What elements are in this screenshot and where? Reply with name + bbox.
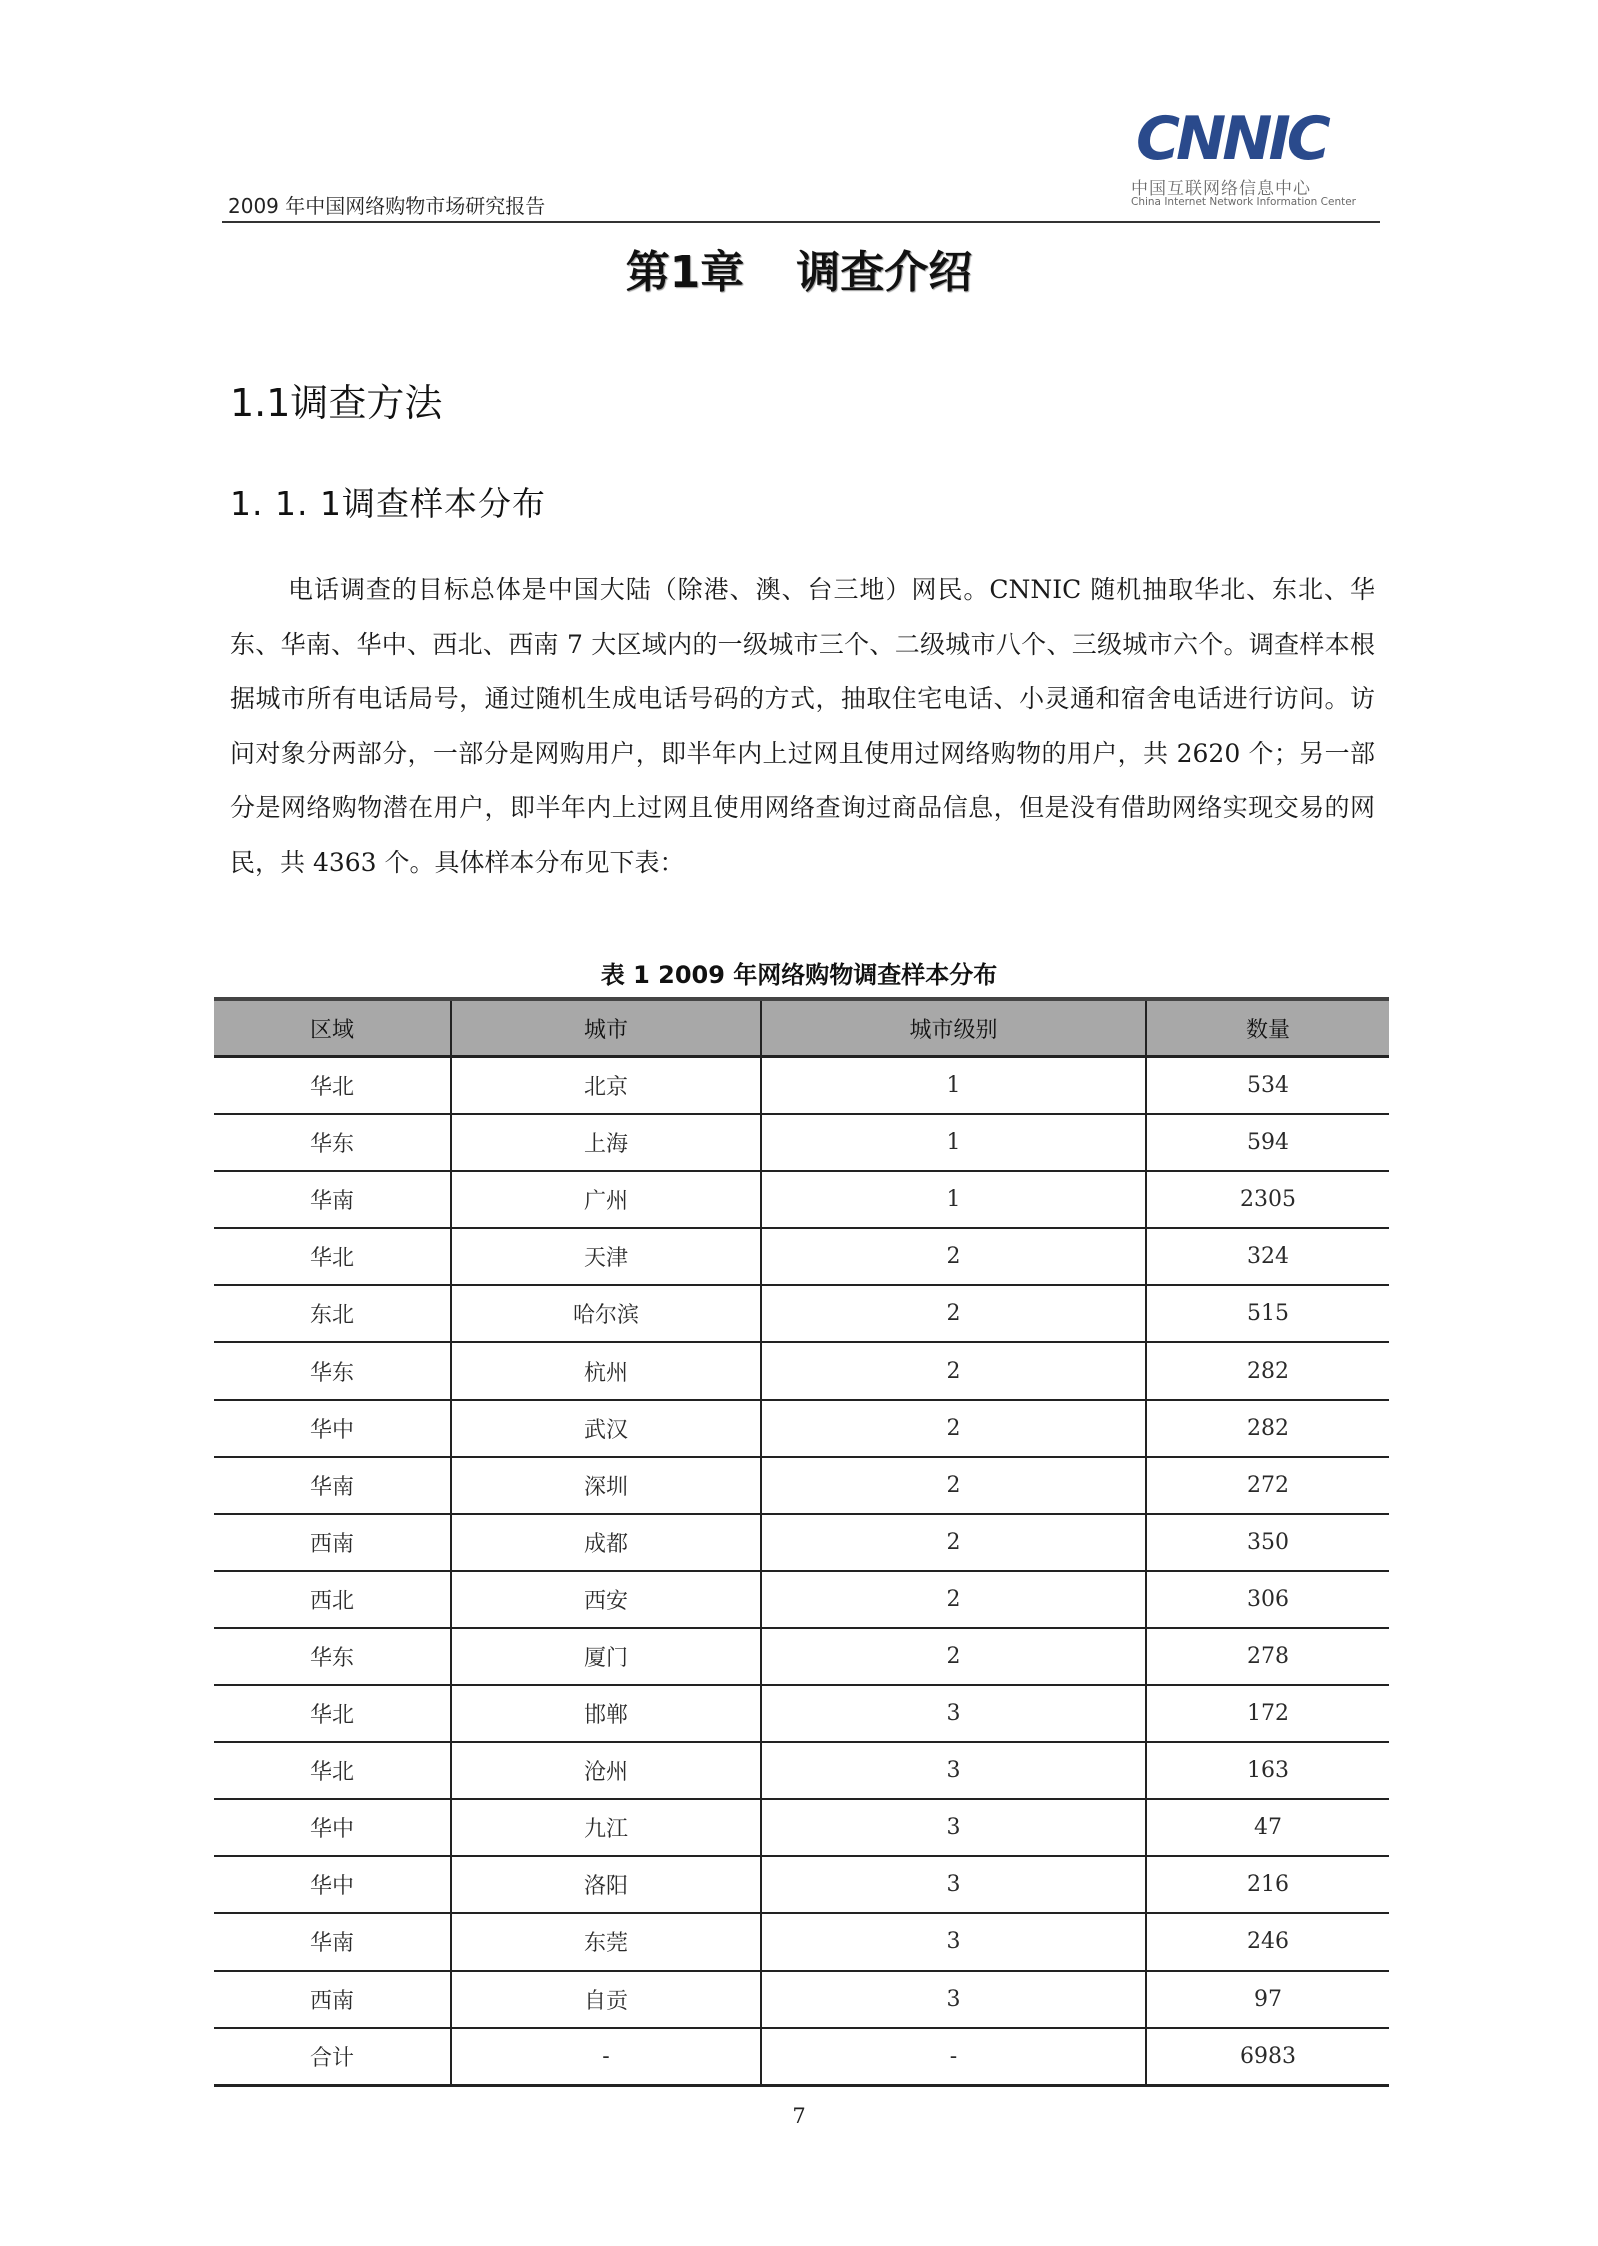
count-cell: 163 [1146,1742,1389,1799]
count-cell: 2305 [1146,1171,1389,1228]
table-row [214,1514,1389,1571]
region-cell: 合计 [214,2028,451,2086]
table-row [214,1799,1389,1856]
count-cell: 282 [1146,1342,1389,1399]
city-level-cell: 3 [761,1685,1146,1742]
region-cell: 华东 [214,1114,451,1171]
city-cell: 深圳 [451,1457,761,1514]
city-level-cell: 2 [761,1285,1146,1342]
city-level-cell: 3 [761,1742,1146,1799]
page-number: 7 [792,2104,806,2128]
column-header-count: 数量 [1146,999,1389,1057]
count-cell: 324 [1146,1228,1389,1285]
table-row [214,1913,1389,1970]
city-cell: 邯郸 [451,1685,761,1742]
chapter-name: 调查介绍 [796,247,973,298]
count-cell: 534 [1146,1057,1389,1115]
city-cell: 九江 [451,1799,761,1856]
city-cell: 天津 [451,1228,761,1285]
city-level-cell: 3 [761,1913,1146,1970]
report-title: 2009 年中国网络购物市场研究报告 [228,194,546,218]
count-cell: 306 [1146,1571,1389,1628]
body-paragraph: 电话调查的目标总体是中国大陆（除港、澳、台三地）网民。CNNIC 随机抽取华北、东北、华东、华南、华中、西北、西南 7 大区域内的一级城市三个、二级城市八个、三级城市六个。调查样本根据城市所有电话局号，通过随机生成电话号码的方式，抽取住宅电话、小灵通和宿舍电话进行访问。访问对象分两部分，一部分是网购用户，即半年内上过网且使用过网络购物的用户，共 2620 个；另一部分是网络购物潜在用户，即半年内上过网且使用网络查询过商品信息，但是没有借助网络实现交易的网民，共 4363 个。具体样本分布见下表： [230,575,1375,877]
cnnic-logo [1128,104,1368,216]
count-cell: 47 [1146,1799,1389,1856]
table-row [214,1742,1389,1799]
count-cell: 216 [1146,1856,1389,1913]
region-cell: 东北 [214,1285,451,1342]
region-cell: 华北 [214,1057,451,1115]
region-cell: 华南 [214,1913,451,1970]
table-row [214,1571,1389,1628]
region-cell: 华北 [214,1685,451,1742]
column-header-city: 城市 [451,999,761,1057]
city-cell: 武汉 [451,1400,761,1457]
region-cell: 西南 [214,1514,451,1571]
city-cell: 成都 [451,1514,761,1571]
city-level-cell: 1 [761,1171,1146,1228]
count-cell: 282 [1146,1400,1389,1457]
region-cell: 华中 [214,1856,451,1913]
section-heading: 1.1调查方法 [230,381,443,425]
city-level-cell: 3 [761,1856,1146,1913]
table-caption: 表 1 2009 年网络购物调查样本分布 [600,961,998,989]
count-cell: 350 [1146,1514,1389,1571]
region-cell: 华南 [214,1171,451,1228]
count-cell: 515 [1146,1285,1389,1342]
table-row [214,1171,1389,1228]
logo-name-en: China Internet Network Information Center [1131,196,1356,208]
count-cell: 278 [1146,1628,1389,1685]
chapter-number: 第1章 [625,247,745,298]
count-cell: 594 [1146,1114,1389,1171]
city-cell: 自贡 [451,1971,761,2028]
logo-mark: CNNIC [1136,104,1327,174]
city-level-cell: 2 [761,1628,1146,1685]
city-cell: 沧州 [451,1742,761,1799]
city-cell: 东莞 [451,1913,761,1970]
city-cell: 哈尔滨 [451,1285,761,1342]
header-divider [222,221,1380,223]
count-cell: 97 [1146,1971,1389,2028]
column-header-city-level: 城市级别 [761,999,1146,1057]
city-cell: 上海 [451,1114,761,1171]
city-level-cell: 3 [761,1971,1146,2028]
table-row [214,1057,1389,1115]
table-row [214,1342,1389,1399]
city-level-cell: 1 [761,1057,1146,1115]
chapter-title [0,236,1598,300]
region-cell: 华南 [214,1457,451,1514]
city-level-cell: 2 [761,1457,1146,1514]
city-level-cell: 2 [761,1571,1146,1628]
sample-distribution-table [214,997,1389,2087]
count-cell: 172 [1146,1685,1389,1742]
region-cell: 华中 [214,1400,451,1457]
table-row [214,1628,1389,1685]
subsection-heading: 1. 1. 1调查样本分布 [230,484,546,523]
table-header-row [214,999,1389,1057]
city-level-cell: - [761,2028,1146,2086]
city-level-cell: 2 [761,1342,1146,1399]
table-row [214,1228,1389,1285]
table-row [214,1114,1389,1171]
city-level-cell: 2 [761,1400,1146,1457]
city-cell: 西安 [451,1571,761,1628]
city-level-cell: 1 [761,1114,1146,1171]
table-row [214,1457,1389,1514]
logo-name-cn: 中国互联网络信息中心 [1131,179,1311,199]
table-row [214,1685,1389,1742]
city-level-cell: 2 [761,1514,1146,1571]
table-row [214,1856,1389,1913]
region-cell: 华东 [214,1628,451,1685]
region-cell: 华北 [214,1742,451,1799]
city-cell: 洛阳 [451,1856,761,1913]
count-cell: 246 [1146,1913,1389,1970]
city-level-cell: 3 [761,1799,1146,1856]
region-cell: 华中 [214,1799,451,1856]
table-row [214,1285,1389,1342]
table-row [214,1400,1389,1457]
region-cell: 华东 [214,1342,451,1399]
city-cell: 北京 [451,1057,761,1115]
table-total-row [214,2028,1389,2086]
table-row [214,1971,1389,2028]
city-cell: 广州 [451,1171,761,1228]
city-level-cell: 2 [761,1228,1146,1285]
column-header-region: 区域 [214,999,451,1057]
city-cell: 厦门 [451,1628,761,1685]
region-cell: 华北 [214,1228,451,1285]
region-cell: 西北 [214,1571,451,1628]
city-cell: - [451,2028,761,2086]
table-body [214,1057,1389,2086]
count-cell: 6983 [1146,2028,1389,2086]
count-cell: 272 [1146,1457,1389,1514]
region-cell: 西南 [214,1971,451,2028]
city-cell: 杭州 [451,1342,761,1399]
